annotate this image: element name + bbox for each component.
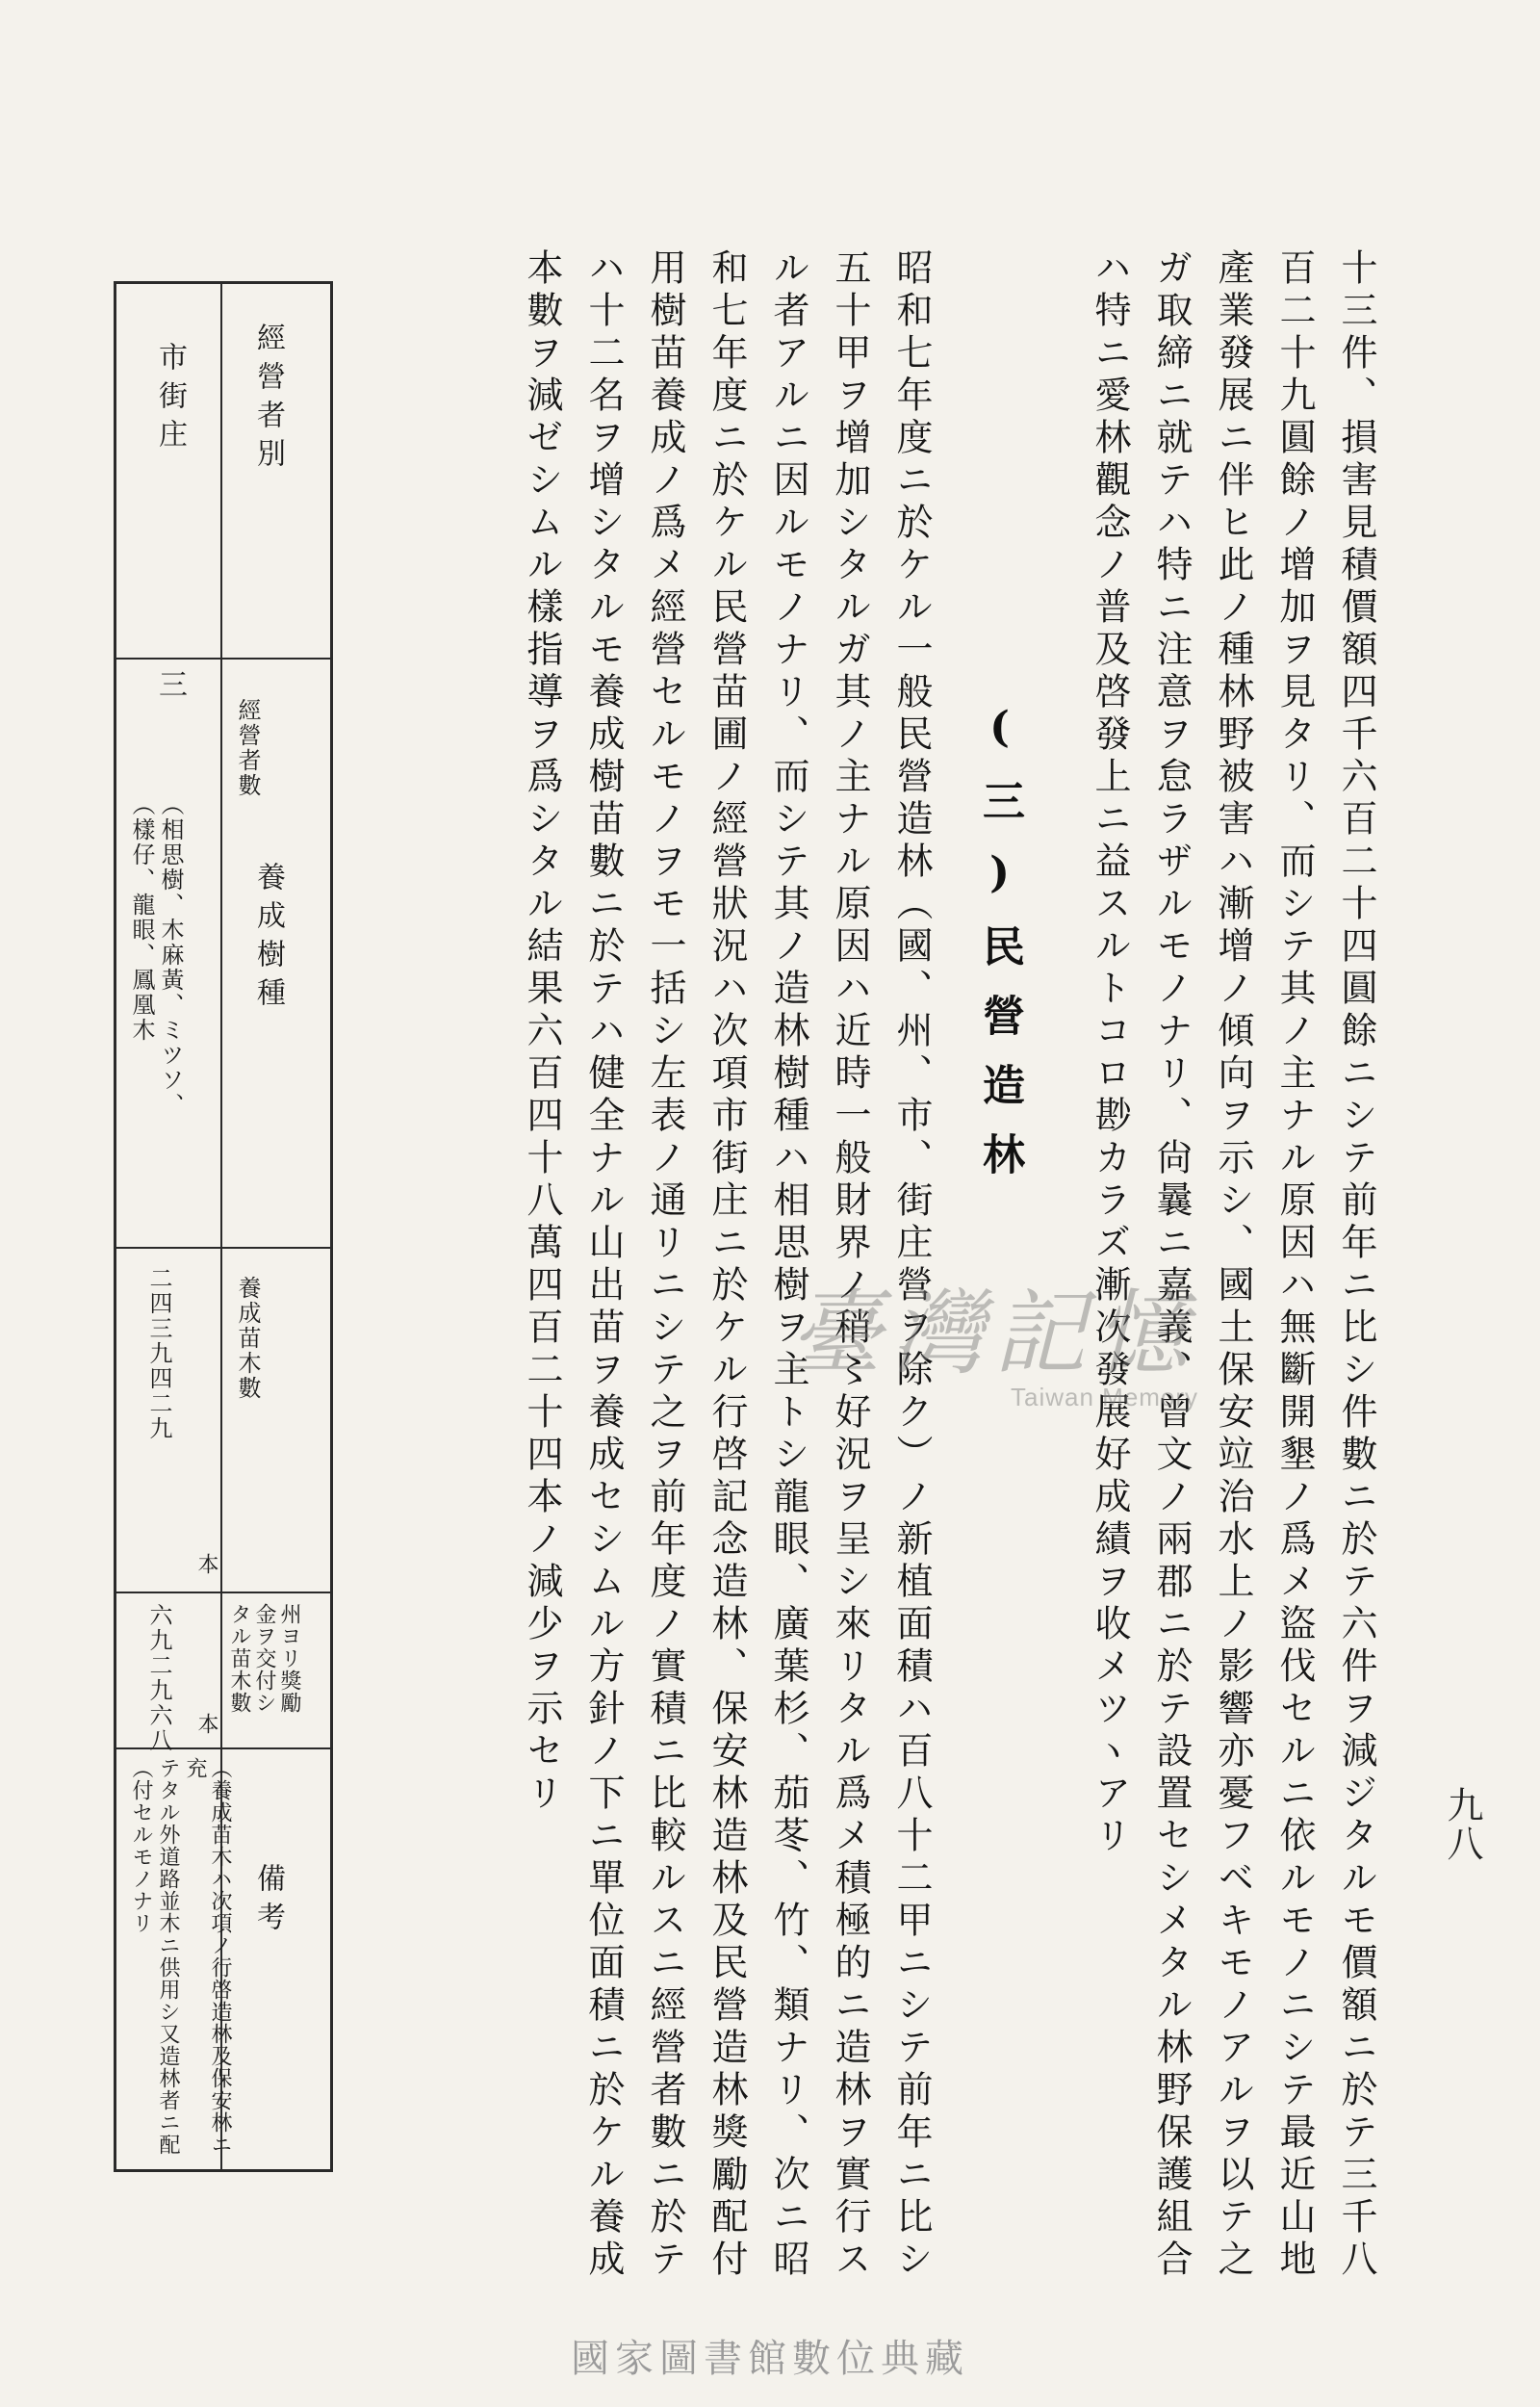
header-seedlings: 養成苗木數 [234, 1276, 261, 1401]
body-column: 昭和七年度ニ於ケル一般民營造林（國、州、市、街庄營ヲ除ク）ノ新植面積ハ百八十二甲ニシテ前年ニ比シ [890, 248, 933, 2282]
footer-credit: 國家圖書館數位典藏 [571, 2337, 969, 2381]
header-count: 經營者數 [234, 698, 261, 798]
row-count: 三 [153, 669, 187, 708]
watermark-chinese: 臺灣記憶 [789, 1280, 1197, 1387]
body-column: ハ十二名ヲ增シタルモ養成樹苗數ニ於テハ健全ナル山出苗ヲ養成セシムル方針ノ下ニ單位面積ニ於ケル養成 [582, 248, 625, 2282]
section-heading: (三)民營造林 [975, 703, 1024, 1202]
body-column: ハ特ニ愛林觀念ノ普及啓發上ニ益スルトコロ尠カラズ漸次發展好成績ヲ收メツヽアリ [1089, 248, 1131, 1858]
row-category: 市街庄 [153, 342, 187, 457]
header-category: 經營者別 [251, 323, 285, 477]
body-column: 產業發展ニ伴ヒ此ノ種林野被害ハ漸增ノ傾向ヲ示シ、國土保安竝治水上ノ影響亦憂フベキモノアルヲ以テ之 [1212, 248, 1254, 2282]
body-column: 和七年度ニ於ケル民營苗圃ノ經營狀況ハ次項市街庄ニ於ケル行啓記念造林、保安林造林及民營造林獎勵配付 [706, 248, 748, 2282]
header-species: 養成樹種 [251, 862, 285, 1016]
watermark-english: Taiwan Memory [1011, 1383, 1199, 1411]
row-seedlings: 二四三九四二九 [145, 1266, 172, 1441]
page-number: 九八 [1441, 1786, 1483, 1863]
body-column: 十三件、損害見積價額四千六百二十四圓餘ニシテ前年ニ比シ件數ニ於テ六件ヲ減ジタルモ價額ニ於テ三千八 [1335, 248, 1377, 2282]
row-seedlings-unit: 本 [194, 1553, 218, 1575]
row-subsidy-unit: 本 [194, 1713, 218, 1735]
seedling-table [114, 281, 333, 2172]
body-column: 本數ヲ減ゼシムル樣指導ヲ爲シタル結果六百四十八萬四百二十四本ノ減少ヲ示セリ [521, 248, 563, 1816]
body-column: 五十甲ヲ增加シタルガ其ノ主ナル原因ハ近時一般財界ノ稍〻好況ヲ呈シ來リタル爲メ積極的ニ造林ヲ實行ス [829, 248, 871, 2282]
body-column: ガ取締ニ就テハ特ニ注意ヲ怠ラザルモノナリ、尙曩ニ嘉義、曾文ノ兩郡ニ於テ設置セシメタル林野保護組合 [1150, 248, 1193, 2282]
row-remarks-line2: テタル外道路並木ニ供用シ又造林者ニ配 [156, 1757, 180, 2156]
row-remarks-line1: （養成苗木ハ次項ノ行啓造林及保安林ニ充 [183, 1757, 232, 2156]
body-column: ル者アルニ因ルモノナリ、而シテ其ノ造林樹種ハ相思樹ヲ主トシ龍眼、廣葉杉、茄苳、竹、類ナリ、次ニ昭 [767, 248, 809, 2282]
row-remarks-line3: （付セルモノナリ [129, 1757, 153, 1934]
row-species-line1: （相思樹、木麻黃、ミツソ、 [157, 792, 184, 1118]
body-column: 用樹苗養成ノ爲メ經營セルモノヲモ一括シ左表ノ通リニシテ之ヲ前年度ノ實積ニ比較ルスニ經營者數ニ於テ [644, 248, 686, 2282]
header-subsidy: 州ヨリ獎勵金ヲ交付シタル苗木數 [227, 1603, 301, 1714]
header-remarks: 備考 [251, 1863, 285, 1940]
row-subsidy: 六九二九六八 [145, 1603, 172, 1753]
body-column: 百二十九圓餘ノ增加ヲ見タリ、而シテ其ノ主ナル原因ハ無斷開墾ノ爲メ盜伐セルニ依ルモノニシテ最近山地 [1273, 248, 1316, 2282]
row-species-line2: （樣仔、龍眼、鳳凰木 [128, 792, 155, 1043]
